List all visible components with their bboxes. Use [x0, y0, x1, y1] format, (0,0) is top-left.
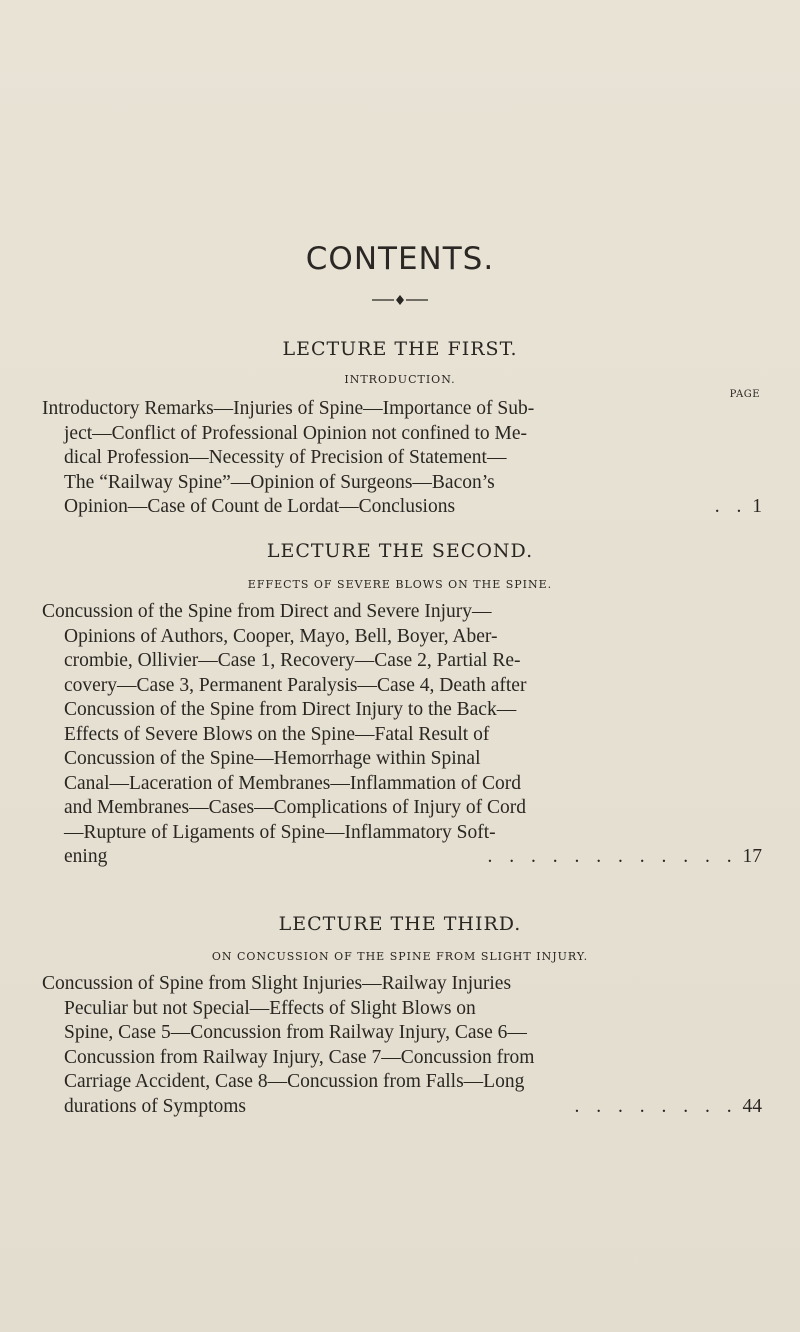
entry-line: Canal—Laceration of Membranes—Inflammation of Cord [64, 772, 522, 794]
entry-last-line [42, 845, 762, 870]
lecture-3-entry [42, 972, 762, 1119]
entry-line: ening [64, 846, 108, 867]
entry-line: Opinions of Authors, Cooper, Mayo, Bell, Boyer, Aber- [64, 625, 498, 647]
entry-line: —Rupture of Ligaments of Spine—Inflammatory Soft- [64, 821, 496, 843]
entry-line: durations of Symptoms [64, 1095, 247, 1117]
divider-ornament-icon [370, 294, 430, 306]
lecture-2-entry [42, 600, 762, 870]
lecture-1-entry [42, 397, 762, 520]
entry-line: Concussion from Railway Injury, Case 7—Concussion from [64, 1046, 535, 1068]
entry-line: Peculiar but not Special—Effects of Slight Blows on [64, 997, 476, 1019]
entry-line: Concussion of the Spine from Direct and Severe Injury— [42, 601, 492, 622]
lecture-1-heading: LECTURE THE FIRST. [282, 338, 518, 360]
entry-line: Concussion of Spine from Slight Injuries—Railway Injuries [42, 973, 512, 994]
entry-line: Carriage Accident, Case 8—Concussion from Falls—Long [64, 1071, 525, 1092]
entry-line: crombie, Ollivier—Case 1, Recovery—Case 2, Partial Re- [64, 650, 521, 671]
lecture-1-subheading: INTRODUCTION. [344, 373, 456, 386]
entry-line: Introductory Remarks—Injuries of Spine—Importance of Sub- [42, 398, 535, 419]
dot-leader: . . [714, 496, 748, 517]
lecture-2-subheading: EFFECTS OF SEVERE BLOWS ON THE SPINE. [247, 578, 553, 591]
entry-line: Opinion—Case of Count de Lordat—Conclusions [64, 496, 456, 517]
entry-line: dical Profession—Necessity of Precision of Statement— [64, 447, 507, 468]
page-number: 17 [742, 846, 762, 867]
entry-last-line [42, 1095, 762, 1120]
entry-line: covery—Case 3, Permanent Paralysis—Case 4, Death after [64, 674, 527, 696]
entry-line: Concussion of the Spine from Direct Injury to the Back— [64, 699, 517, 720]
entry-line: The “Railway Spine”—Opinion of Surgeons—Bacon’s [64, 471, 495, 493]
entry-line: Concussion of the Spine—Hemorrhage within Spinal [64, 748, 481, 769]
entry-line: and Membranes—Cases—Complications of Injury of Cord [64, 797, 526, 818]
lecture-2-heading: LECTURE THE SECOND. [266, 540, 534, 562]
entry-last-line [42, 495, 762, 520]
page-title: CONTENTS. [305, 241, 495, 277]
lecture-3-heading: LECTURE THE THIRD. [278, 913, 522, 935]
entry-line: Effects of Severe Blows on the Spine—Fatal Result of [64, 723, 490, 745]
dot-leader: . . . . . . . . [574, 1095, 738, 1117]
entry-line: ject—Conflict of Professional Opinion not confined to Me- [64, 422, 528, 444]
entry-line: Spine, Case 5—Concussion from Railway Injury, Case 6— [64, 1022, 527, 1043]
dot-leader: . . . . . . . . . . . . [487, 846, 738, 867]
page-number: 44 [742, 1095, 762, 1117]
page-column-label: PAGE [729, 389, 760, 400]
page-number: 1 [752, 496, 762, 517]
lecture-3-subheading: ON CONCUSSION OF THE SPINE FROM SLIGHT INJURY. [211, 950, 589, 963]
